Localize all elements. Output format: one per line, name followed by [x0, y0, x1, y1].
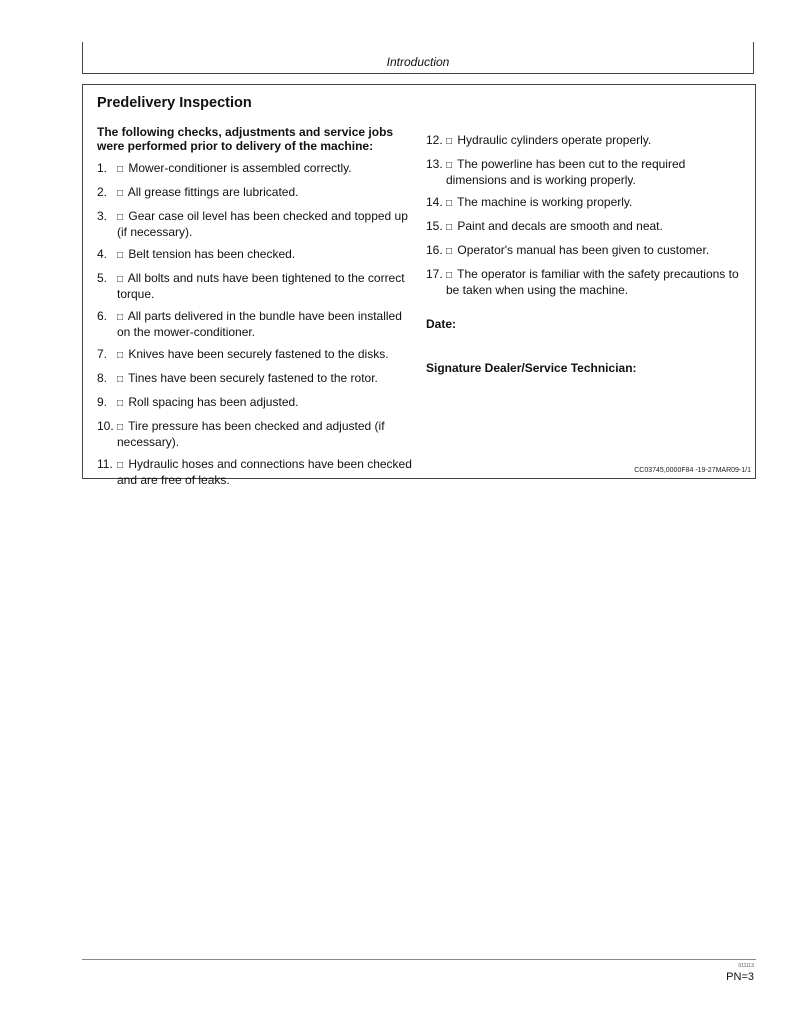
item-text	[117, 161, 415, 177]
checklist-item	[97, 419, 415, 449]
date-label: Date:	[426, 317, 457, 331]
checkbox-icon: □	[117, 398, 124, 409]
item-label: Hydraulic hoses and connections have been checked and are free of leaks.	[117, 457, 412, 487]
item-text	[446, 195, 744, 211]
item-number: 15.	[426, 219, 443, 233]
checkbox-icon: □	[446, 160, 453, 171]
page-header	[82, 42, 754, 74]
item-text	[117, 209, 415, 239]
item-text	[446, 243, 744, 259]
checklist-item	[97, 161, 415, 177]
item-number: 10.	[97, 419, 114, 433]
item-number: 16.	[426, 243, 443, 257]
item-label: The operator is familiar with the safety precautions to be taken when using the machine.	[446, 267, 739, 297]
item-number: 12.	[426, 133, 443, 147]
checkbox-icon: □	[446, 222, 453, 233]
item-number: 17.	[426, 267, 443, 281]
item-number: 13.	[426, 157, 443, 171]
item-number: 11.	[97, 457, 113, 471]
item-text	[117, 309, 415, 339]
checklist-item	[426, 267, 744, 297]
checkbox-icon: □	[117, 312, 124, 323]
left-column	[97, 125, 415, 495]
header-title: Introduction	[386, 55, 450, 69]
item-label: Mower-conditioner is assembled correctly.	[125, 161, 352, 175]
checklist-item	[97, 395, 415, 411]
item-label: Hydraulic cylinders operate properly.	[454, 133, 652, 147]
item-number: 1.	[97, 161, 108, 175]
item-text	[446, 133, 744, 149]
item-text	[446, 157, 744, 187]
checkbox-icon: □	[446, 198, 453, 209]
checklist-item	[426, 219, 744, 235]
checkbox-icon: □	[117, 250, 124, 261]
checklist-item	[97, 457, 415, 487]
item-number: 6.	[97, 309, 108, 323]
checklist-item	[426, 157, 744, 187]
checkbox-icon: □	[117, 164, 124, 175]
item-text	[117, 457, 415, 487]
page-number: PN=3	[726, 971, 754, 983]
item-number: 5.	[97, 271, 108, 285]
checkbox-icon: □	[117, 212, 124, 223]
checklist-item	[426, 243, 744, 259]
checklist-item	[97, 247, 415, 263]
item-label: All grease fittings are lubricated.	[125, 185, 299, 199]
item-label: All parts delivered in the bundle have been installed on the mower-conditioner.	[117, 309, 402, 339]
item-text	[117, 371, 415, 387]
item-number: 14.	[426, 195, 443, 209]
reference-code: CC03745,0000F84 -19-27MAR09-1/1	[634, 467, 751, 474]
checkbox-icon: □	[446, 136, 453, 147]
checkbox-icon: □	[117, 422, 124, 433]
footer-code: 011113	[738, 963, 754, 969]
item-text	[446, 219, 744, 235]
item-label: All bolts and nuts have been tightened to the correct torque.	[117, 271, 405, 301]
checkbox-icon: □	[446, 246, 453, 257]
checkbox-icon: □	[117, 374, 124, 385]
item-text	[117, 347, 415, 363]
item-label: Gear case oil level has been checked and topped up (if necessary).	[117, 209, 408, 239]
item-text	[446, 267, 744, 297]
checklist-item	[97, 185, 415, 201]
item-text	[117, 395, 415, 411]
item-text	[117, 271, 415, 301]
item-number: 8.	[97, 371, 108, 385]
item-text	[117, 185, 415, 201]
footer-divider	[82, 959, 756, 960]
section-title: Predelivery Inspection	[97, 95, 252, 111]
checklist-item	[97, 371, 415, 387]
checklist-item	[97, 347, 415, 363]
checklist-item	[97, 309, 415, 339]
item-label: Operator's manual has been given to customer.	[454, 243, 710, 257]
item-label: Paint and decals are smooth and neat.	[454, 219, 663, 233]
item-text	[117, 419, 415, 449]
checkbox-icon: □	[117, 460, 124, 471]
checklist-left	[97, 161, 415, 487]
item-text	[117, 247, 415, 263]
item-number: 4.	[97, 247, 108, 261]
checkbox-icon: □	[117, 188, 124, 199]
item-label: The machine is working properly.	[454, 195, 633, 209]
item-label: Tines have been securely fastened to the rotor.	[125, 371, 378, 385]
checklist-item	[426, 133, 744, 149]
intro-text: The following checks, adjustments and service jobs were performed prior to delivery of the machine:	[97, 125, 394, 153]
checkbox-icon: □	[117, 350, 124, 361]
item-label: Belt tension has been checked.	[125, 247, 296, 261]
item-number: 7.	[97, 347, 108, 361]
item-number: 9.	[97, 395, 108, 409]
item-label: The powerline has been cut to the required dimensions and is working properly.	[446, 157, 686, 187]
item-label: Knives have been securely fastened to the disks.	[125, 347, 389, 361]
checklist-right	[426, 133, 744, 297]
checkbox-icon: □	[446, 270, 453, 281]
checklist-item	[97, 209, 415, 239]
right-column	[426, 133, 744, 305]
checkbox-icon: □	[117, 274, 124, 285]
signature-label: Signature Dealer/Service Technician:	[426, 361, 637, 375]
item-number: 3.	[97, 209, 108, 223]
item-label: Roll spacing has been adjusted.	[125, 395, 299, 409]
checklist-item	[426, 195, 744, 211]
item-label: Tire pressure has been checked and adjusted (if necessary).	[117, 419, 385, 449]
checklist-item	[97, 271, 415, 301]
predelivery-inspection-box	[82, 84, 756, 487]
item-number: 2.	[97, 185, 108, 199]
